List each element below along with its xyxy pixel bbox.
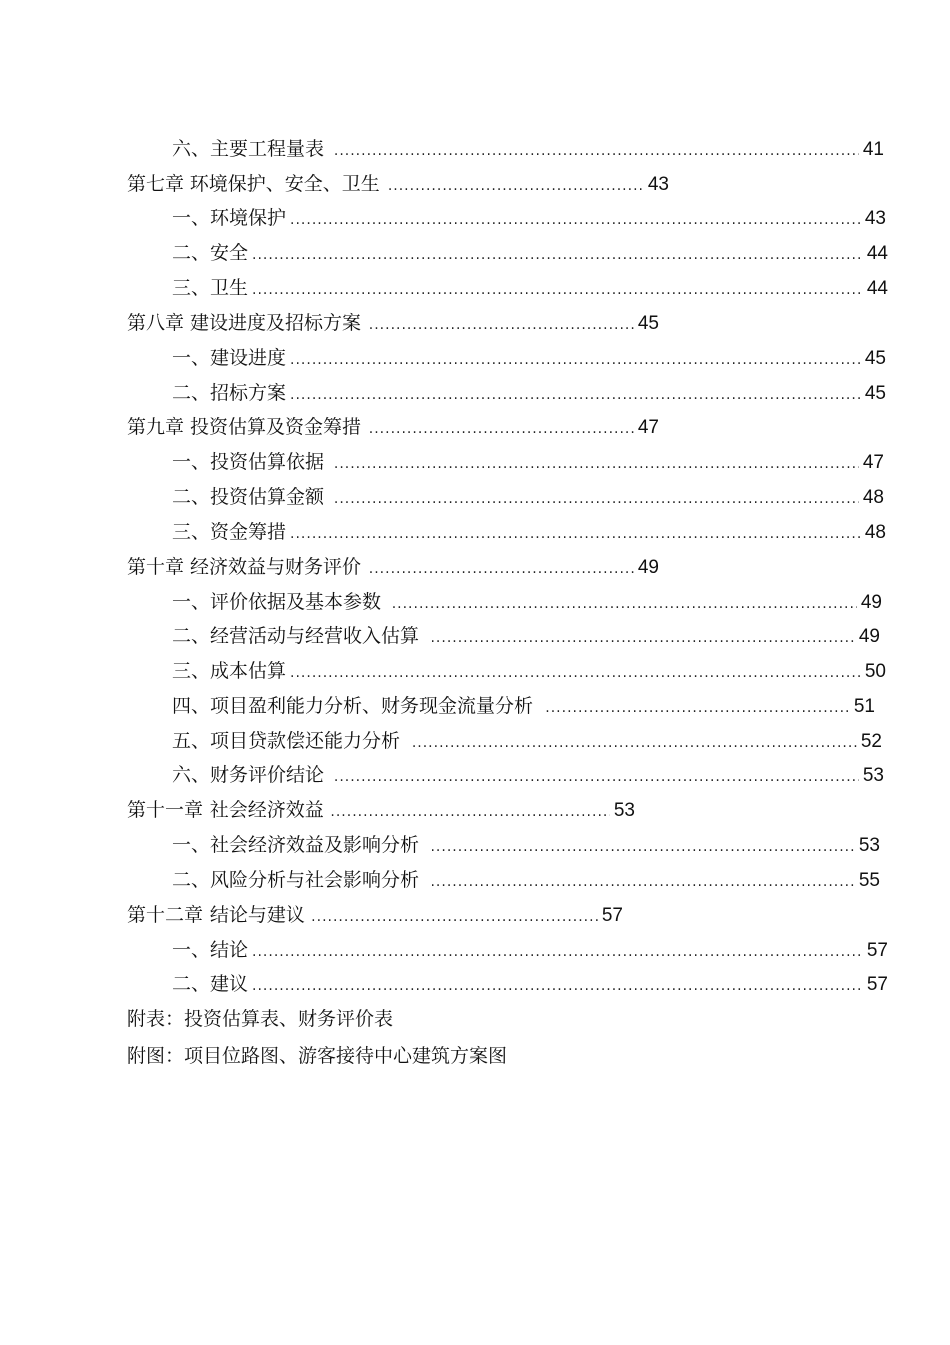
toc-entry-label: 二、招标方案 — [172, 382, 287, 404]
toc-leader-dots — [392, 591, 857, 617]
toc-entry[interactable] — [172, 345, 886, 371]
toc-leader-dots — [334, 451, 859, 477]
toc-leader-dots — [412, 730, 857, 756]
toc-leader-dots — [369, 556, 634, 582]
toc-page-number: 44 — [866, 243, 888, 264]
toc-entry-label: 二、投资估算金额 — [172, 486, 325, 508]
toc-leader-dots — [369, 312, 634, 338]
toc-entry-label: 三、资金筹措 — [172, 521, 287, 543]
toc-entry-label: 一、结论 — [172, 939, 249, 961]
toc-entry-label: 一、社会经济效益及影响分析 — [172, 834, 420, 856]
appendix-table-line[interactable]: 附表：投资估算表、财务评价表 — [127, 1008, 394, 1030]
toc-entry[interactable] — [172, 240, 888, 266]
toc-entry[interactable] — [172, 693, 875, 719]
toc-leader-dots — [252, 277, 863, 303]
toc-entry-label: 三、成本估算 — [172, 660, 287, 682]
toc-leader-dots — [430, 625, 854, 651]
toc-entry-label: 二、经营活动与经营收入估算 — [172, 625, 420, 647]
toc-entry[interactable] — [172, 449, 884, 475]
toc-leader-dots — [334, 486, 859, 512]
toc-page-number: 53 — [862, 765, 884, 786]
toc-entry[interactable] — [172, 519, 886, 545]
toc-leader-dots — [430, 869, 854, 895]
toc-page-number: 43 — [647, 174, 669, 195]
toc-chapter-entry[interactable] — [127, 554, 659, 580]
toc-leader-dots — [290, 382, 861, 408]
toc-entry-label: 一、投资估算依据 — [172, 451, 325, 473]
toc-page-number: 50 — [864, 661, 886, 682]
toc-leader-dots — [290, 207, 861, 233]
toc-page-number: 57 — [601, 905, 623, 926]
toc-leader-dots — [334, 764, 859, 790]
toc-chapter-label: 第七章 — [127, 173, 185, 195]
toc-entry[interactable] — [172, 484, 884, 510]
toc-page-number: 47 — [862, 452, 884, 473]
toc-chapter-label: 第十一章 — [127, 799, 204, 821]
toc-chapter-label: 第十章 — [127, 556, 185, 578]
toc-chapter-entry[interactable] — [127, 414, 659, 440]
toc-entry[interactable] — [172, 589, 882, 615]
toc-page-number: 57 — [866, 940, 888, 961]
toc-entry[interactable] — [172, 275, 888, 301]
toc-page-number: 52 — [860, 731, 882, 752]
toc-page-number: 49 — [858, 626, 880, 647]
toc-chapter-title: 结论与建议 — [209, 904, 305, 926]
toc-chapter-title: 社会经济效益 — [209, 799, 324, 821]
toc-page-number: 47 — [637, 417, 659, 438]
toc-page-number: 53 — [858, 835, 880, 856]
toc-leader-dots — [369, 416, 634, 442]
toc-page-number: 45 — [864, 348, 886, 369]
toc-chapter-label: 第十二章 — [127, 904, 204, 926]
toc-entry-label: 二、风险分析与社会影响分析 — [172, 869, 420, 891]
toc-entry[interactable] — [172, 762, 884, 788]
toc-chapter-entry[interactable] — [127, 797, 635, 823]
toc-page-number: 49 — [637, 557, 659, 578]
toc-page-number: 53 — [613, 800, 635, 821]
toc-page-number: 48 — [864, 522, 886, 543]
toc-entry-label: 五、项目贷款偿还能力分析 — [172, 730, 401, 752]
toc-page-number: 45 — [637, 313, 659, 334]
toc-chapter-title: 环境保护、安全、卫生 — [189, 173, 380, 195]
toc-entry[interactable] — [172, 658, 886, 684]
toc-page-number: 49 — [860, 592, 882, 613]
toc-entry[interactable] — [172, 728, 882, 754]
toc-leader-dots — [430, 834, 854, 860]
toc-entry-label: 二、建议 — [172, 973, 249, 995]
toc-page-number: 44 — [866, 278, 888, 299]
toc-page-number: 45 — [864, 383, 886, 404]
toc-entry[interactable] — [172, 832, 880, 858]
toc-page-number: 51 — [853, 696, 875, 717]
toc-chapter-title: 经济效益与财务评价 — [189, 556, 361, 578]
toc-chapter-entry[interactable] — [127, 902, 623, 928]
toc-chapter-entry[interactable] — [127, 171, 669, 197]
toc-page-number: 57 — [866, 974, 888, 995]
toc-leader-dots — [290, 660, 861, 686]
toc-entry[interactable] — [172, 937, 888, 963]
toc-chapter-entry[interactable] — [127, 310, 659, 336]
toc-entry-label: 六、主要工程量表 — [172, 138, 325, 160]
toc-leader-dots — [290, 521, 861, 547]
toc-entry-label: 三、卫生 — [172, 277, 249, 299]
toc-entry[interactable] — [172, 623, 880, 649]
toc-leader-dots — [252, 973, 863, 999]
toc-leader-dots — [252, 939, 863, 965]
toc-page-number: 55 — [858, 870, 880, 891]
toc-entry[interactable] — [172, 971, 888, 997]
toc-chapter-label: 第九章 — [127, 416, 185, 438]
toc-entry-label: 一、评价依据及基本参数 — [172, 591, 382, 613]
toc-chapter-label: 第八章 — [127, 312, 185, 334]
toc-leader-dots — [252, 242, 863, 268]
toc-page-number: 43 — [864, 208, 886, 229]
toc-leader-dots — [330, 799, 609, 825]
toc-entry-label: 六、财务评价结论 — [172, 764, 325, 786]
toc-leader-dots — [334, 138, 859, 164]
appendix-figure-line[interactable]: 附图：项目位路图、游客接待中心建筑方案图 — [127, 1045, 508, 1067]
toc-entry[interactable] — [172, 867, 880, 893]
toc-chapter-title: 建设进度及招标方案 — [189, 312, 361, 334]
toc-page-number: 41 — [862, 139, 884, 160]
toc-entry[interactable] — [172, 205, 886, 231]
toc-page-number: 48 — [862, 487, 884, 508]
toc-entry-label: 一、环境保护 — [172, 207, 287, 229]
toc-leader-dots — [388, 173, 644, 199]
toc-entry-label: 四、项目盈利能力分析、财务现金流量分析 — [172, 695, 534, 717]
toc-entry-label: 一、建设进度 — [172, 347, 287, 369]
toc-entry[interactable] — [172, 380, 886, 406]
toc-leader-dots — [311, 904, 598, 930]
toc-leader-dots — [545, 695, 850, 721]
toc-entry[interactable] — [172, 136, 884, 162]
toc-entry-label: 二、安全 — [172, 242, 249, 264]
toc-leader-dots — [290, 347, 861, 373]
toc-chapter-title: 投资估算及资金筹措 — [189, 416, 361, 438]
